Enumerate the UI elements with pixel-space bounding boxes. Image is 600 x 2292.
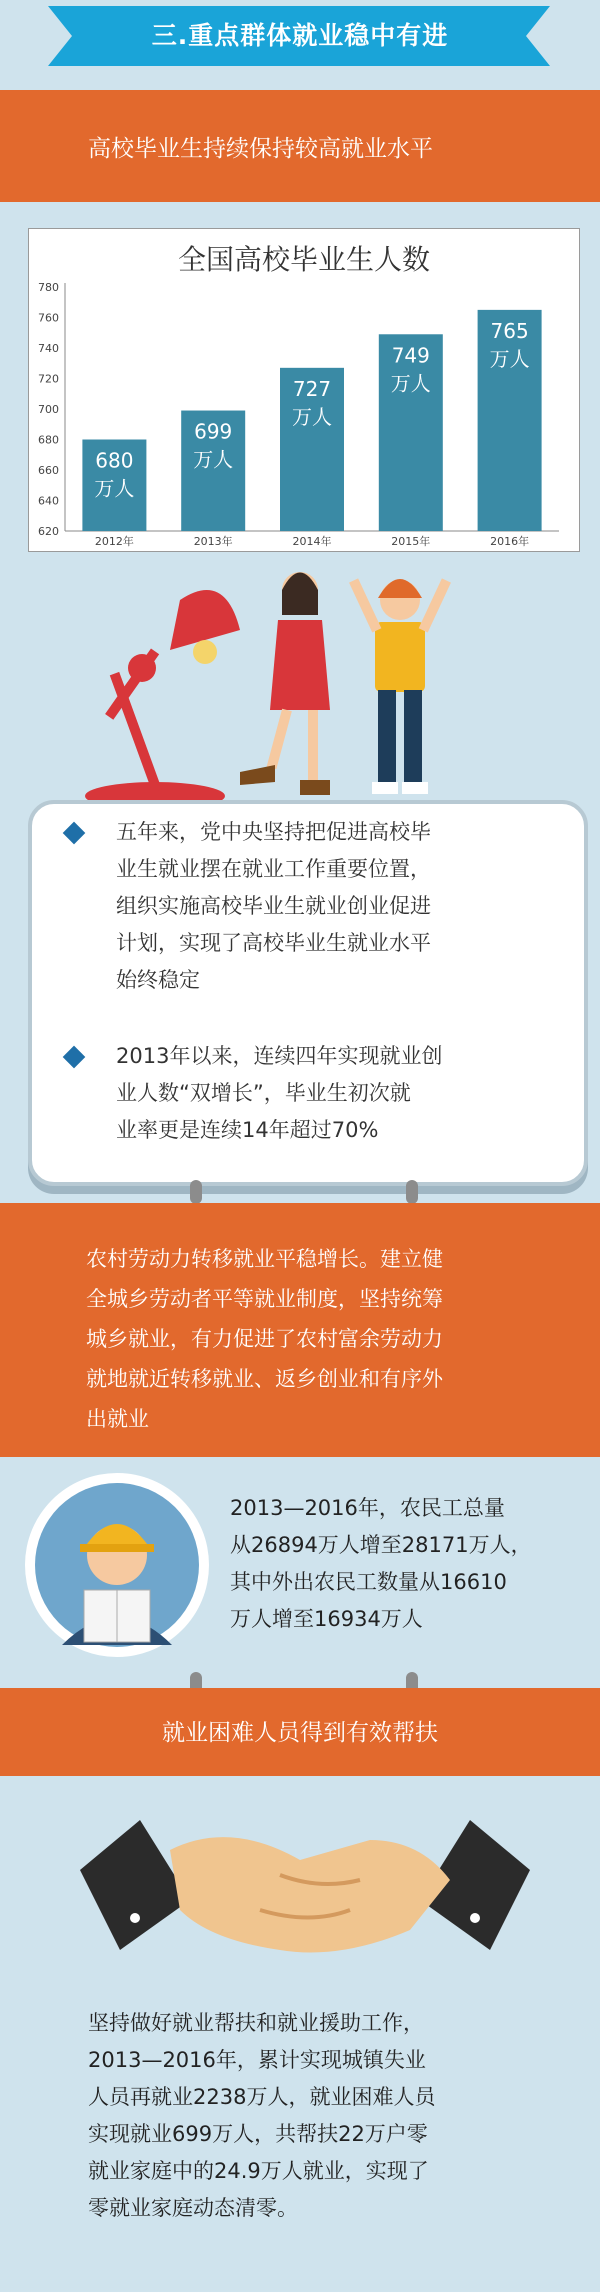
difficulty-line: 坚持做好就业帮扶和就业援助工作， [88, 2011, 424, 2035]
x-tick-label: 2016年 [490, 535, 530, 548]
difficulty-text [88, 2005, 558, 2227]
graduates-heading: 高校毕业生持续保持较高就业水平 [88, 136, 433, 162]
difficulty-line: 人员再就业2238万人，就业困难人员 [88, 2085, 436, 2109]
graduates-bullet-2 [116, 1038, 442, 1149]
difficulty-line: 零就业家庭动态清零。 [88, 2196, 298, 2220]
bar-value-label: 749 [391, 343, 430, 368]
bullet-diamond-icon [63, 822, 86, 845]
x-tick-label: 2014年 [292, 535, 332, 548]
y-tick-label: 760 [38, 311, 59, 325]
rural-paragraph [86, 1239, 556, 1439]
graduates-bullet-1 [116, 814, 431, 999]
bar-unit-label: 万人 [292, 404, 332, 429]
graduates-chart [28, 228, 580, 552]
y-tick-label: 780 [38, 281, 59, 294]
difficulty-heading-bar [0, 1688, 600, 1776]
graduates-bubble [28, 800, 588, 1186]
difficulty-line: 就业家庭中的24.9万人就业，实现了 [88, 2159, 429, 2183]
migrant-line: 从26894万人增至28171万人， [230, 1533, 532, 1557]
worker-avatar [22, 1470, 212, 1660]
y-tick-label: 700 [38, 403, 59, 416]
bar-unit-label: 万人 [489, 346, 530, 371]
bullet-2-line: 2013年以来，连续四年实现就业创 [116, 1044, 443, 1068]
y-tick-label: 720 [38, 372, 59, 386]
rural-line: 城乡就业，有力促进了农村富余劳动力 [86, 1327, 443, 1351]
difficulty-heading: 就业困难人员得到有效帮扶 [162, 1720, 438, 1746]
bar-value-label: 699 [194, 419, 233, 444]
y-tick-label: 660 [38, 464, 59, 477]
handshake-icon [80, 1780, 530, 1980]
bar-unit-label: 万人 [193, 447, 234, 472]
y-tick-label: 640 [38, 494, 59, 508]
section-title: 三.重点群体就业稳中有进 [151, 21, 449, 50]
bullet-diamond-icon [63, 1046, 86, 1069]
bar-chart [29, 229, 579, 551]
bullet-1-line: 始终稳定 [116, 968, 200, 992]
difficulty-line: 2013—2016年，累计实现城镇失业 [88, 2048, 426, 2072]
y-tick-label: 620 [38, 525, 59, 538]
rural-line: 出就业 [86, 1407, 149, 1431]
x-tick-label: 2012年 [94, 535, 134, 548]
students-illustration [60, 560, 480, 810]
migrant-line: 2013—2016年，农民工总量 [230, 1496, 505, 1520]
bar-value-label: 765 [490, 318, 529, 343]
rural-line: 农村劳动力转移就业平稳增长。建立健 [86, 1247, 443, 1271]
bullet-1-line: 计划，实现了高校毕业生就业水平 [116, 931, 431, 955]
pin-icon [190, 1180, 202, 1204]
bullet-1-line: 五年来，党中央坚持把促进高校毕 [116, 820, 431, 844]
x-tick-label: 2015年 [391, 535, 431, 548]
bar-value-label: 680 [95, 448, 134, 473]
graduates-heading-bar [0, 90, 600, 202]
rural-line: 就地就近转移就业、返乡创业和有序外 [86, 1367, 443, 1391]
rural-line: 全城乡劳动者平等就业制度，坚持统筹 [86, 1287, 443, 1311]
bullet-1-line: 业生就业摆在就业工作重要位置， [116, 857, 431, 881]
bar-value-label: 727 [292, 376, 332, 401]
y-tick-label: 680 [38, 433, 59, 447]
male-student-icon [349, 578, 451, 794]
bar [478, 310, 542, 531]
bullet-2-line: 业人数“双增长”，毕业生初次就 [116, 1081, 411, 1105]
chart-title: 全国高校毕业生人数 [177, 243, 431, 276]
rural-section [0, 1203, 600, 1457]
x-tick-label: 2013年 [193, 535, 233, 548]
bar-unit-label: 万人 [94, 476, 135, 501]
difficulty-line: 实现就业699万人，共帮扶22万户零 [88, 2122, 428, 2146]
migrant-line: 其中外出农民工数量从16610 [230, 1570, 507, 1594]
desk-lamp-icon [85, 590, 240, 810]
migrant-worker-text [230, 1490, 580, 1638]
bar-unit-label: 万人 [390, 371, 431, 396]
migrant-line: 万人增至16934万人 [230, 1607, 423, 1631]
bullet-1-line: 组织实施高校毕业生就业创业促进 [116, 894, 431, 918]
y-tick-label: 740 [38, 342, 59, 355]
bullet-2-line: 业率更是连续14年超过70% [116, 1118, 379, 1142]
female-student-icon [240, 572, 330, 795]
pin-icon [406, 1180, 418, 1204]
